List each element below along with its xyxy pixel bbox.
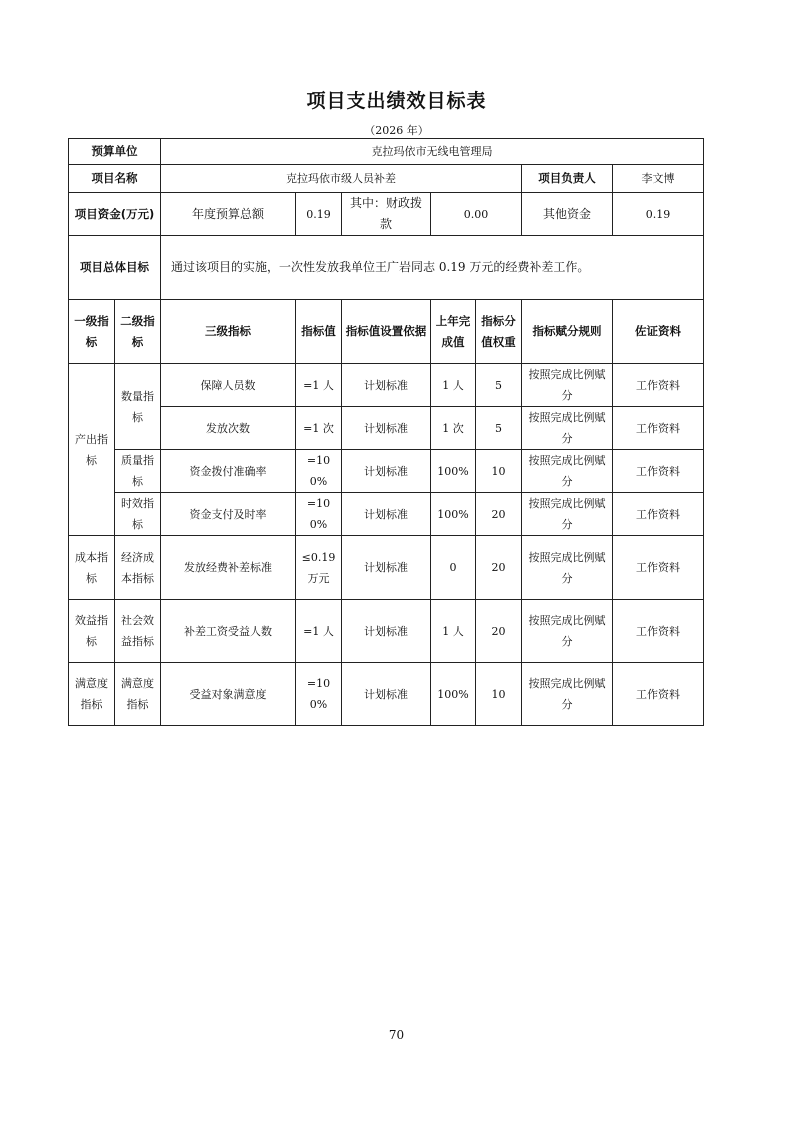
scoring-rule-cell: 按照完成比例赋分 xyxy=(522,364,613,407)
level3-cell: 资金支付及时率 xyxy=(161,493,296,536)
last-year-cell: 100% xyxy=(431,663,476,726)
last-year-cell: 100% xyxy=(431,450,476,493)
indicator-value-cell: =1 人 xyxy=(296,364,342,407)
weight-cell: 10 xyxy=(476,450,522,493)
table-row xyxy=(69,407,704,450)
indicator-value-cell: =1 次 xyxy=(296,407,342,450)
basis-cell: 计划标准 xyxy=(342,364,431,407)
project-funds-row xyxy=(69,193,704,236)
annual-budget-total-value: 0.19 xyxy=(296,193,342,236)
header-weight: 指标分值权重 xyxy=(476,300,522,364)
weight-cell: 20 xyxy=(476,600,522,663)
scoring-rule-cell: 按照完成比例赋分 xyxy=(522,493,613,536)
weight-cell: 5 xyxy=(476,407,522,450)
overall-goal-value: 通过该项目的实施，一次性发放我单位王广岩同志 0.19 万元的经费补差工作。 xyxy=(161,236,704,300)
level3-cell: 发放经费补差标准 xyxy=(161,536,296,600)
fiscal-allocation-value: 0.00 xyxy=(431,193,522,236)
level2-cell: 社会效益指标 xyxy=(115,600,161,663)
level1-cell: 效益指标 xyxy=(69,600,115,663)
header-level3: 三级指标 xyxy=(161,300,296,364)
project-manager-label: 项目负责人 xyxy=(522,165,613,193)
scoring-rule-cell: 按照完成比例赋分 xyxy=(522,536,613,600)
evidence-cell: 工作资料 xyxy=(613,407,704,450)
overall-goal-row xyxy=(69,236,704,300)
performance-target-table xyxy=(68,138,704,726)
last-year-cell: 1 人 xyxy=(431,600,476,663)
evidence-cell: 工作资料 xyxy=(613,450,704,493)
table-row xyxy=(69,450,704,493)
table-row xyxy=(69,663,704,726)
basis-cell: 计划标准 xyxy=(342,450,431,493)
level3-cell: 受益对象满意度 xyxy=(161,663,296,726)
weight-cell: 20 xyxy=(476,536,522,600)
page-title: 项目支出绩效目标表 xyxy=(306,90,487,112)
level1-cell: 产出指标 xyxy=(69,364,115,536)
basis-cell: 计划标准 xyxy=(342,600,431,663)
weight-cell: 5 xyxy=(476,364,522,407)
other-funds-label: 其他资金 xyxy=(522,193,613,236)
header-level2: 二级指标 xyxy=(115,300,161,364)
header-scoring-rule: 指标赋分规则 xyxy=(522,300,613,364)
basis-cell: 计划标准 xyxy=(342,407,431,450)
level1-cell: 满意度指标 xyxy=(69,663,115,726)
indicator-header-row xyxy=(69,300,704,364)
level2-cell: 质量指标 xyxy=(115,450,161,493)
header-level1: 一级指标 xyxy=(69,300,115,364)
budget-unit-label: 预算单位 xyxy=(69,139,161,165)
level3-cell: 补差工资受益人数 xyxy=(161,600,296,663)
table-row xyxy=(69,536,704,600)
table-row xyxy=(69,493,704,536)
indicator-value-cell: ≤0.19 万元 xyxy=(296,536,342,600)
project-name-row xyxy=(69,165,704,193)
budget-unit-row xyxy=(69,139,704,165)
level3-cell: 保障人员数 xyxy=(161,364,296,407)
level3-cell: 资金拨付准确率 xyxy=(161,450,296,493)
indicator-value-cell: =1 人 xyxy=(296,600,342,663)
indicator-value-cell: =100% xyxy=(296,493,342,536)
level2-cell: 时效指标 xyxy=(115,493,161,536)
basis-cell: 计划标准 xyxy=(342,493,431,536)
header-last-year: 上年完成值 xyxy=(431,300,476,364)
project-name-value: 克拉玛依市级人员补差 xyxy=(161,165,522,193)
project-manager-value: 李文博 xyxy=(613,165,704,193)
table-row xyxy=(69,364,704,407)
header-evidence: 佐证资料 xyxy=(613,300,704,364)
last-year-cell: 0 xyxy=(431,536,476,600)
evidence-cell: 工作资料 xyxy=(613,364,704,407)
fiscal-allocation-label: 其中：财政拨款 xyxy=(342,193,431,236)
level2-cell: 经济成本指标 xyxy=(115,536,161,600)
scoring-rule-cell: 按照完成比例赋分 xyxy=(522,407,613,450)
level2-cell: 满意度指标 xyxy=(115,663,161,726)
table-row xyxy=(69,600,704,663)
scoring-rule-cell: 按照完成比例赋分 xyxy=(522,450,613,493)
indicator-value-cell: =100% xyxy=(296,663,342,726)
level1-cell: 成本指标 xyxy=(69,536,115,600)
scoring-rule-cell: 按照完成比例赋分 xyxy=(522,600,613,663)
header-indicator-value: 指标值 xyxy=(296,300,342,364)
budget-unit-value: 克拉玛依市无线电管理局 xyxy=(161,139,704,165)
annual-budget-total-label: 年度预算总额 xyxy=(161,193,296,236)
project-funds-label: 项目资金(万元) xyxy=(69,193,161,236)
level3-cell: 发放次数 xyxy=(161,407,296,450)
basis-cell: 计划标准 xyxy=(342,536,431,600)
basis-cell: 计划标准 xyxy=(342,663,431,726)
other-funds-value: 0.19 xyxy=(613,193,704,236)
weight-cell: 10 xyxy=(476,663,522,726)
overall-goal-label: 项目总体目标 xyxy=(69,236,161,300)
evidence-cell: 工作资料 xyxy=(613,493,704,536)
last-year-cell: 1 次 xyxy=(431,407,476,450)
header-basis: 指标值设置依据 xyxy=(342,300,431,364)
evidence-cell: 工作资料 xyxy=(613,600,704,663)
page-number: 70 xyxy=(388,1028,405,1042)
evidence-cell: 工作资料 xyxy=(613,536,704,600)
last-year-cell: 100% xyxy=(431,493,476,536)
last-year-cell: 1 人 xyxy=(431,364,476,407)
fiscal-year: （2026 年） xyxy=(364,124,429,137)
level2-cell: 数量指标 xyxy=(115,364,161,450)
project-name-label: 项目名称 xyxy=(69,165,161,193)
scoring-rule-cell: 按照完成比例赋分 xyxy=(522,663,613,726)
indicator-value-cell: =100% xyxy=(296,450,342,493)
evidence-cell: 工作资料 xyxy=(613,663,704,726)
weight-cell: 20 xyxy=(476,493,522,536)
